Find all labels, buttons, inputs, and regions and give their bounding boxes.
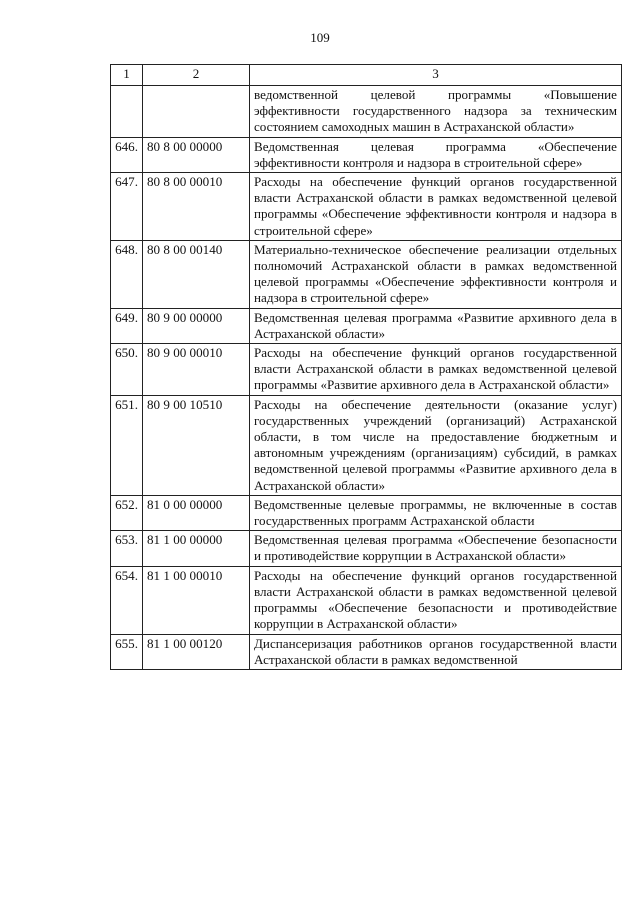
row-number <box>111 86 143 138</box>
row-description: Материально-техническое обеспечение реализации отдельных полномочий Астраханской области в рамках ведомственной целевой программы «Обеспечение эффективности контроля и надзора в строительной сфере» <box>250 240 622 308</box>
row-code: 80 8 00 00000 <box>143 137 250 172</box>
row-code <box>143 86 250 138</box>
row-description: ведомственной целевой программы «Повышение эффективности государственного надзора за техническим состоянием самоходных машин в Астраханской области» <box>250 86 622 138</box>
table-row <box>111 240 622 308</box>
table-row <box>111 634 622 669</box>
row-number: 654. <box>111 566 143 634</box>
row-description: Ведомственные целевые программы, не включенные в состав государственных программ Астраханской области <box>250 495 622 530</box>
row-number: 650. <box>111 344 143 396</box>
row-description: Ведомственная целевая программа «Обеспечение эффективности контроля и надзора в строительной сфере» <box>250 137 622 172</box>
table-row <box>111 531 622 566</box>
row-code: 80 8 00 00010 <box>143 173 250 241</box>
table-row <box>111 344 622 396</box>
table-row <box>111 137 622 172</box>
row-description: Расходы на обеспечение функций органов государственной власти Астраханской области в рамках ведомственной целевой программы «Обеспечение безопасности и противодействие коррупции в Астраханской области» <box>250 566 622 634</box>
row-code: 81 1 00 00010 <box>143 566 250 634</box>
row-description: Расходы на обеспечение функций органов государственной власти Астраханской области в рамках ведомственной целевой программы «Развитие архивного дела в Астраханской области» <box>250 344 622 396</box>
table-header-row <box>111 65 622 86</box>
row-number: 655. <box>111 634 143 669</box>
row-code: 81 0 00 00000 <box>143 495 250 530</box>
header-col-2: 2 <box>143 65 250 86</box>
row-code: 81 1 00 00120 <box>143 634 250 669</box>
row-description: Расходы на обеспечение функций органов государственной власти Астраханской области в рамках ведомственной целевой программы «Обеспечение эффективности контроля и надзора в строительной сфере» <box>250 173 622 241</box>
table-row <box>111 395 622 495</box>
row-number: 647. <box>111 173 143 241</box>
row-code: 81 1 00 00000 <box>143 531 250 566</box>
row-code: 80 9 00 00000 <box>143 308 250 343</box>
row-description: Диспансеризация работников органов государственной власти Астраханской области в рамках ведомственной <box>250 634 622 669</box>
table-row <box>111 308 622 343</box>
table-row <box>111 495 622 530</box>
row-number: 651. <box>111 395 143 495</box>
row-number: 653. <box>111 531 143 566</box>
row-number: 652. <box>111 495 143 530</box>
row-number: 646. <box>111 137 143 172</box>
row-number: 649. <box>111 308 143 343</box>
row-description: Расходы на обеспечение деятельности (оказание услуг) государственных учреждений (организаций) Астраханской области, в том числе на предоставление бюджетным и автономным учреждениям (организациям) субсидий, в рамках ведомственной целевой программы «Развитие архивного дела в Астраханской области» <box>250 395 622 495</box>
row-description: Ведомственная целевая программа «Развитие архивного дела в Астраханской области» <box>250 308 622 343</box>
row-number: 648. <box>111 240 143 308</box>
row-description: Ведомственная целевая программа «Обеспечение безопасности и противодействие коррупции в Астраханской области» <box>250 531 622 566</box>
table-row <box>111 566 622 634</box>
row-code: 80 9 00 10510 <box>143 395 250 495</box>
header-col-3: 3 <box>250 65 622 86</box>
budget-code-table <box>110 64 622 670</box>
row-code: 80 8 00 00140 <box>143 240 250 308</box>
table-row <box>111 86 622 138</box>
table-row <box>111 173 622 241</box>
header-col-1: 1 <box>111 65 143 86</box>
page-number: 109 <box>310 30 330 45</box>
row-code: 80 9 00 00010 <box>143 344 250 396</box>
